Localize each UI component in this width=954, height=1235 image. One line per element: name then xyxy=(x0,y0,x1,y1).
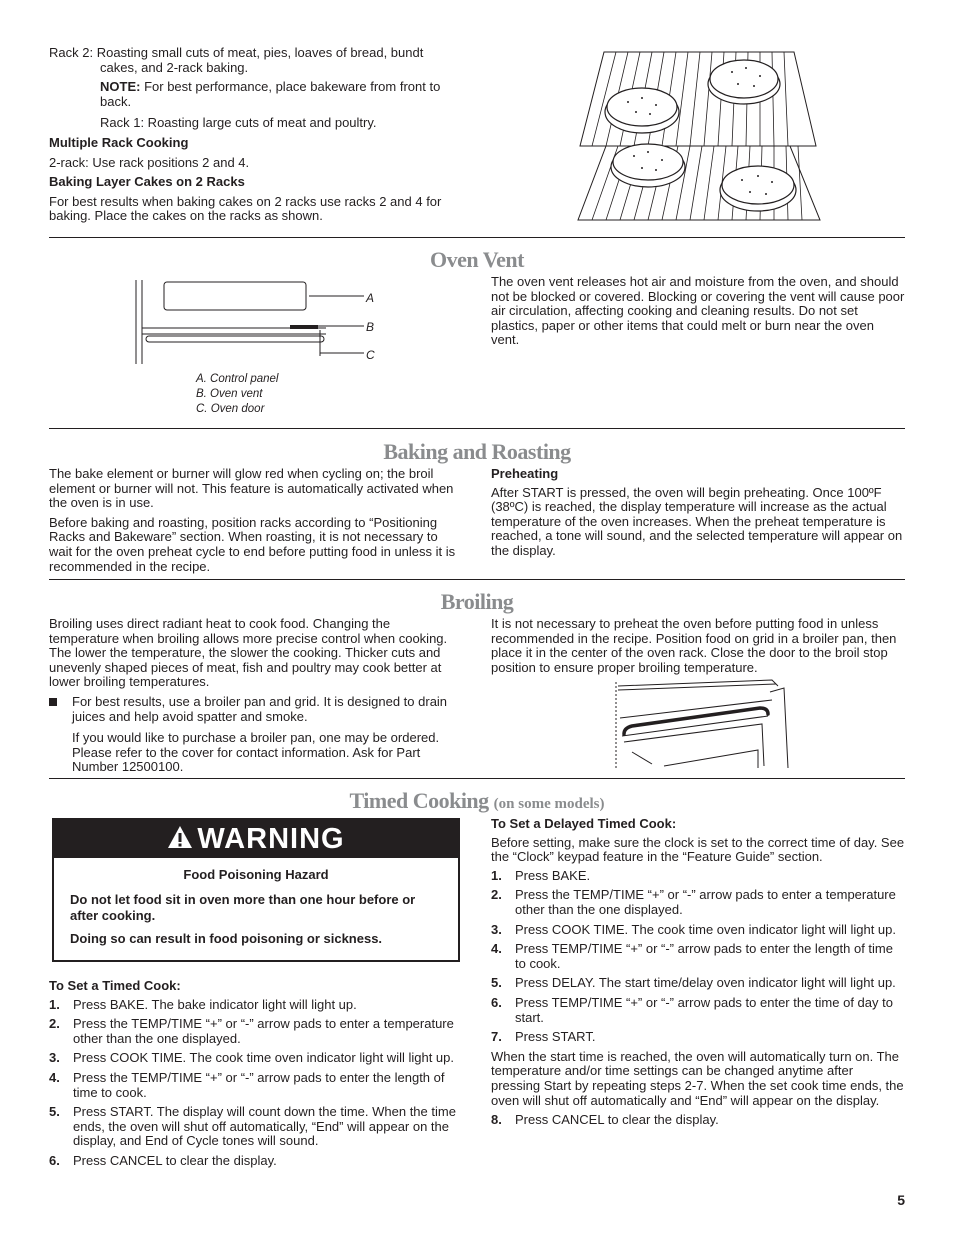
page-number: 5 xyxy=(897,1192,905,1208)
oven-door-broil-illustration xyxy=(612,678,792,770)
rack1-line: Rack 1: Roasting large cuts of meat and poultry. xyxy=(100,115,377,131)
bullet-square-icon xyxy=(49,698,57,706)
broiling-bullet-subtext: If you would like to purchase a broiler pan, one may be ordered. Please refer to the cover for contact information. Ask for Part Number 12500100. xyxy=(72,730,440,775)
warning-header xyxy=(54,820,458,858)
layer-cakes-text: For best results when baking cakes on 2 racks use racks 2 and 4 for baking. Place the cakes on the racks as shown. xyxy=(49,193,442,224)
multiple-rack-text: 2-rack: Use rack positions 2 and 4. xyxy=(49,154,250,170)
delayed-step: 2. Press the TEMP/TIME “+” or “-” arrow pads to enter a temperature other than the one displayed. xyxy=(491,887,896,917)
warning-triangle-icon xyxy=(167,825,193,849)
baking-p1: The bake element or burner will glow red when cycling on; the broil element or burner will not. This feature is automatically activated when the oven is in use. xyxy=(49,466,454,511)
broiling-bullet xyxy=(49,695,463,775)
multiple-rack-heading: Multiple Rack Cooking xyxy=(49,134,189,150)
divider-2 xyxy=(49,428,905,429)
warning-word: WARNING xyxy=(197,823,345,855)
broiling-right-text: It is not necessary to preheat the oven before putting food in unless recommended in the recipe. Position food on grid in a broiler pan, then place it in the center of the oven rack. Close the door to the broil stop position to ensure proper broiling temperature. xyxy=(491,616,897,675)
preheating-text: After START is pressed, the oven will begin preheating. Once 100ºF (38ºC) is reached, the display temperature will increase as the actual temperature of the oven increases. When the preheat temperature is reached, a tone will sound, and the selected temperature will appear on the display. xyxy=(491,484,903,558)
broiling-p1: Broiling uses direct radiant heat to cook food. Changing the temperature when broiling allows more precise control when cooking. The lower the temperature, the slower the cooking. Thicker cuts and unevenly shaped pieces of meat, fish and poultry may cook better at lower broiling temperatures. xyxy=(49,616,448,690)
delayed-cook-after: When the start time is reached, the oven will automatically turn on. The temperature and/or time settings can be changed anytime after pressing Start by repeating steps 2-7. When the set cook time ends, the oven will shut off automatically and “End” will appear on the display. xyxy=(491,1048,904,1108)
label-b: B xyxy=(366,320,375,334)
delayed-cook-steps xyxy=(491,869,905,1045)
timed-step: 3. Press COOK TIME. The cook time oven indicator light will light up. xyxy=(49,1050,455,1066)
label-c: C xyxy=(366,348,375,362)
warning-line-1: Do not let food sit in oven more than one hour before or after cooking. xyxy=(70,891,416,923)
delayed-step: 1. Press BAKE. xyxy=(491,867,591,883)
broiling-left-column xyxy=(49,617,463,775)
warning-box xyxy=(52,818,460,962)
rack-cakes-illustration xyxy=(576,50,822,222)
timed-cooking-subtitle: (on some models) xyxy=(493,796,605,812)
caption-oven-vent: B. Oven vent xyxy=(196,388,263,400)
oven-vent-captions xyxy=(196,372,278,417)
timed-step: 1. Press BAKE. The bake indicator light will light up. xyxy=(49,996,357,1012)
delayed-step: 6. Press TEMP/TIME “+” or “-” arrow pads to enter the time of day to start. xyxy=(491,994,893,1025)
divider-1 xyxy=(49,237,905,238)
timed-step: 6. Press CANCEL to clear the display. xyxy=(49,1152,277,1168)
oven-vent-diagram xyxy=(134,278,384,368)
oven-vent-text: The oven vent releases hot air and moisture from the oven, and should not be blocked or covered. Blocking or covering the vent will cause poor air circulation, affecting cooking and cleaning results. Do not set plastics, paper or other items that could melt or burn near the oven vent. xyxy=(491,274,905,348)
timed-step: 2. Press the TEMP/TIME “+” or “-” arrow pads to enter a temperature other than the one displayed. xyxy=(49,1016,454,1046)
delayed-step: 8. Press CANCEL to clear the display. xyxy=(491,1112,719,1128)
delayed-cook-intro: Before setting, make sure the clock is set to the correct time of day. See the “Clock” keypad feature in the “Feature Guide” section. xyxy=(491,834,905,865)
label-a: A xyxy=(366,291,375,305)
baking-roasting-title: Baking and Roasting xyxy=(383,439,571,464)
delayed-step: 7. Press START. xyxy=(491,1029,596,1045)
broiling-title: Broiling xyxy=(440,589,514,614)
rack2-line: Rack 2: Roasting small cuts of meat, pies, loaves of bread, bundt cakes, and 2-rack baking. xyxy=(49,45,424,75)
delayed-cook-column xyxy=(491,817,905,1128)
timed-step: 4. Press the TEMP/TIME “+” or “-” arrow pads to enter the length of time to cook. xyxy=(49,1069,445,1100)
timed-step: 5. Press START. The display will count down the time. When the time ends, the oven will shut off automatically, “End” will appear on the display, and End of Cycle tones will sound. xyxy=(49,1104,456,1149)
baking-p2: Before baking and roasting, position racks according to “Positioning Racks and Bakeware” section. When roasting, it is not necessary to wait for the oven preheat cycle to end before putting food in unless it is recommended in the recipe. xyxy=(49,514,456,574)
warning-line-2: Doing so can result in food poisoning or sickness. xyxy=(70,930,383,946)
divider-4 xyxy=(49,778,905,779)
delayed-step: 3. Press COOK TIME. The cook time oven indicator light will light up. xyxy=(491,921,897,937)
divider-3 xyxy=(49,579,905,580)
warning-hazard-heading: Food Poisoning Hazard xyxy=(183,867,329,882)
broiling-bullet-text: For best results, use a broiler pan and grid. It is designed to drain juices and help avoid spatter and smoke. xyxy=(72,693,448,724)
timed-cook-column xyxy=(49,979,463,1169)
baking-left-column xyxy=(49,467,461,574)
layer-cakes-heading: Baking Layer Cakes on 2 Racks xyxy=(49,174,245,190)
caption-control-panel: A. Control panel xyxy=(196,373,279,385)
rack-text-block xyxy=(49,46,459,224)
note-line: NOTE: For best performance, place bakeware from front to back. xyxy=(100,79,441,109)
timed-cook-steps xyxy=(49,998,463,1169)
delayed-cook-heading: To Set a Delayed Timed Cook: xyxy=(491,816,677,831)
baking-right-column xyxy=(491,467,905,559)
timed-cooking-title-main: Timed Cooking xyxy=(349,788,489,813)
preheating-heading: Preheating xyxy=(491,466,559,481)
caption-oven-door: C. Oven door xyxy=(196,403,265,415)
oven-vent-title: Oven Vent xyxy=(430,247,524,272)
delayed-step: 5. Press DELAY. The start time/delay oven indicator light will light up. xyxy=(491,975,896,991)
timed-cooking-title xyxy=(0,789,954,816)
timed-cook-heading: To Set a Timed Cook: xyxy=(49,978,181,993)
delayed-step: 4. Press TEMP/TIME “+” or “-” arrow pads to enter the length of time to cook. xyxy=(491,941,893,971)
